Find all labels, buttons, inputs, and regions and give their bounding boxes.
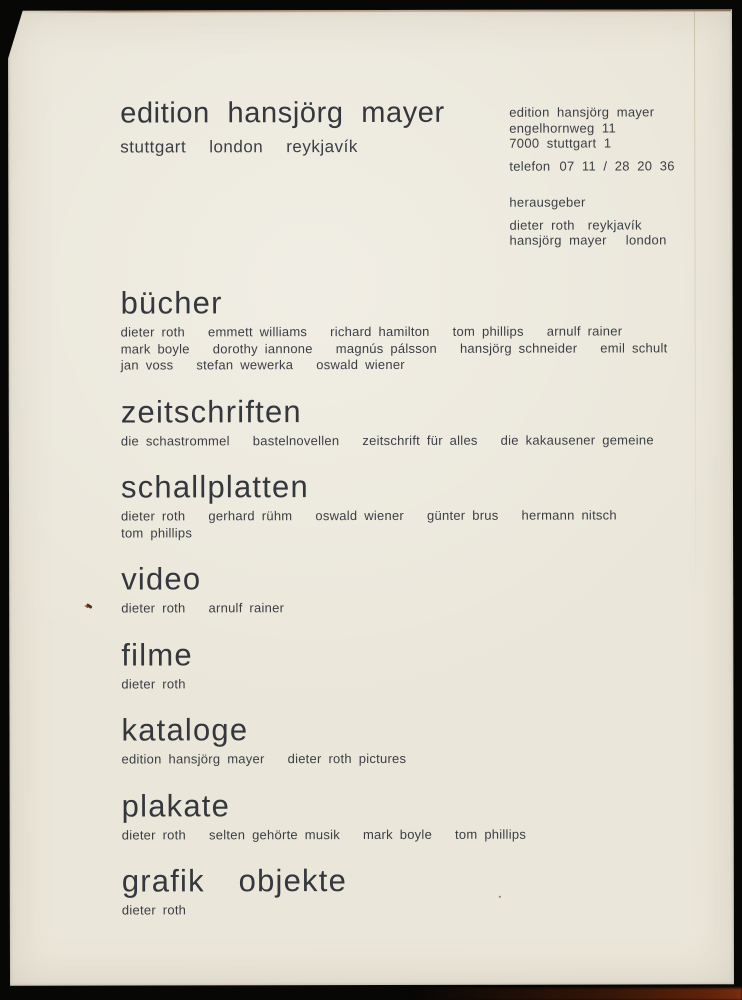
list-item: dorothy iannone [212,340,313,356]
section-video [121,561,668,617]
list-item: die schastrommel [120,432,230,449]
list-item: hansjörg schneider [459,340,578,356]
list-item: dieter roth [121,600,186,616]
editor-city: london [625,232,667,248]
section-title: filme [121,636,193,673]
list-item: mark boyle [120,340,190,357]
publisher-name: edition hansjörg mayer [509,104,655,120]
masthead-city: london [209,137,264,157]
list-item: jan voss [120,357,174,373]
section-row [121,507,668,525]
section-row [122,750,669,768]
section-row [121,524,668,542]
list-item: stefan wewerka [196,357,294,373]
section-row [121,599,668,617]
section-kataloge [121,712,668,768]
section-row [122,826,669,844]
list-item: dieter roth pictures [287,750,407,767]
list-item: hermann nitsch [521,507,617,523]
editor-row [509,232,674,248]
section-title: bücher [120,285,223,321]
paper-speck [86,603,93,609]
paper-corner-shadow [7,10,23,62]
section-filme [121,637,668,693]
sections [121,285,669,940]
masthead-city: reykjavík [286,137,358,157]
section-title: grafik objekte [121,863,348,899]
list-item: bastelnovellen [252,432,340,448]
list-item: die kakausener gemeine [500,431,654,448]
list-item: zeitschrift für alles [362,432,478,448]
publisher-phone [509,158,674,174]
phone-label: telefon [509,158,551,174]
section-zeitschriften [121,394,668,450]
paper-top-edge [34,9,731,12]
list-item: tom phillips [452,323,524,339]
editor-name: dieter roth [509,217,575,233]
list-item: emmett williams [207,324,308,340]
masthead-title: edition hansjörg mayer [120,96,445,130]
list-item: selten gehörte musik [208,826,340,842]
list-item: oswald wiener [316,356,405,373]
section-schallplatten [121,469,668,541]
scan-bottom-edge [0,988,742,1000]
section-title: schallplatten [120,469,309,505]
list-item: dieter roth [121,508,186,524]
list-item: dieter roth [121,675,186,692]
list-item: gerhard rühm [208,508,293,524]
masthead [120,96,445,158]
paper-page [8,9,734,986]
editor-row [509,217,674,233]
list-item: dieter roth [120,324,185,340]
section-title: plakate [121,787,231,824]
list-item: magnús pálsson [335,340,437,356]
editors-heading: herausgeber [509,194,586,210]
editor-city: reykjavík [587,216,642,233]
list-item: arnulf rainer [208,600,285,616]
section-row [121,675,668,693]
list-item: mark boyle [362,826,433,842]
section-row [121,340,668,358]
list-item: tom phillips [121,524,193,541]
list-item: oswald wiener [315,507,405,524]
section-title: zeitschriften [120,393,302,430]
list-item: tom phillips [455,826,527,842]
editor-name: hansjörg mayer [509,232,607,248]
section-row [121,356,668,374]
list-item: edition hansjörg mayer [121,751,265,767]
list-item: emil schult [600,339,668,356]
section-grafik-objekte [122,863,669,919]
publisher-address-block [509,104,675,248]
list-item: günter brus [426,507,499,523]
masthead-city: stuttgart [120,137,187,157]
section-bücher [121,285,668,374]
paper-crease [694,11,696,621]
phone-number: 07 11 / 28 20 36 [559,157,675,174]
list-item: richard hamilton [330,323,430,340]
section-title: video [121,561,202,597]
section-row [121,323,668,341]
section-plakate [122,788,669,844]
list-item: dieter roth [121,826,187,843]
section-row [121,432,668,450]
list-item: arnulf rainer [546,323,623,339]
publisher-city-line: 7000 stuttgart 1 [509,135,612,151]
masthead-cities [120,137,445,158]
section-row [122,901,669,919]
publisher-street: engelhornweg 11 [509,119,617,136]
section-title: kataloge [121,712,249,748]
list-item: dieter roth [121,902,187,918]
